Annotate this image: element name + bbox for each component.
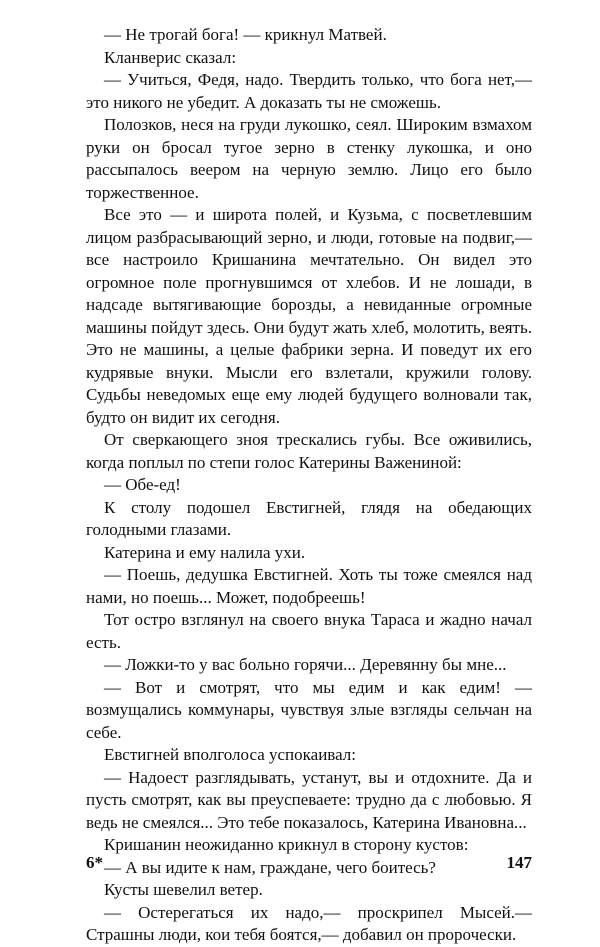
paragraph: От сверкающего зноя трескались губы. Все оживились, когда поплыл по степи голос Катерины Важениной: <box>86 430 532 472</box>
paragraph: Катерина и ему налила ухи. <box>104 542 306 562</box>
body-text <box>86 24 532 947</box>
paragraph: Кришанин неожиданно крикнул в сторону кустов: <box>104 835 469 854</box>
paragraph: Кланверис сказал: <box>104 47 237 67</box>
paragraph: Все это — и широта полей, и Кузьма, с посветлевшим лицом разбрасывающий зерно, и люди, готовые на подвиг,— все настроило Кришанина мечтательно. Он видел это огромное поле прогнувшимся от хлебов. И не лошади, в надсаде вытягивающие борозды, а невиданные огромные машины пойдут здесь. Они будут жать хлеб, молотить, веять. Это не машины, а целые фабрики зерна. И поведут их его кудрявые внуки. Мысли его взлетали, кружили голову. Судьбы неведомых еще ему людей будущего волновали так, будто он видит их сегодня. <box>86 205 532 427</box>
paragraph: Полозков, неся на груди лукошко, сеял. Широким взмахом руки он бросал тугое зерно в стенку лукошка, и оно рассыпалось веером на черную землю. Лицо его было торжественное. <box>86 115 532 202</box>
paragraph: — Вот и смотрят, что мы едим и как едим! — возмущались коммунары, чувствуя злые взгляды сельчан на себе. <box>86 677 532 742</box>
page-number: 147 <box>506 853 532 872</box>
signature-mark: 6* <box>86 853 103 872</box>
paragraph: Кусты шевелил ветер. <box>104 880 263 899</box>
paragraph: — Учиться, Федя, надо. Твердить только, что бога нет,— это никого не убедит. А доказать ты не сможешь. <box>86 70 532 112</box>
paragraph: — Остерегаться их надо,— проскрипел Мысей.— Страшны люди, кои тебя боятся,— добавил он пророчески. <box>86 902 532 944</box>
paragraph: — Ложки-то у вас больно горячи... Деревянну бы мне... <box>104 655 507 674</box>
paragraph: — Не трогай бога! — крикнул Матвей. <box>104 25 387 44</box>
paragraph: — Обе-ед! <box>104 475 181 494</box>
paragraph: К столу подошел Евстигней, глядя на обедающих голодными глазами. <box>86 497 532 539</box>
paragraph: — А вы идите к нам, граждане, чего боитесь? <box>104 857 436 877</box>
paragraph: — Надоест разглядывать, устанут, вы и отдохните. Да и пусть смотрят, как вы преуспеваете: трудно да с любовью. Я ведь не смеялся... Это тебе показалось, Катерина Ивановна... <box>86 767 532 832</box>
paragraph: — Поешь, дедушка Евстигней. Хоть ты тоже смеялся над нами, но поешь... Может, подобреешь! <box>86 565 532 607</box>
paragraph: Евстигней вполголоса успокаивал: <box>104 745 357 764</box>
paragraph: Тот остро взглянул на своего внука Тараса и жадно начал есть. <box>86 610 532 652</box>
